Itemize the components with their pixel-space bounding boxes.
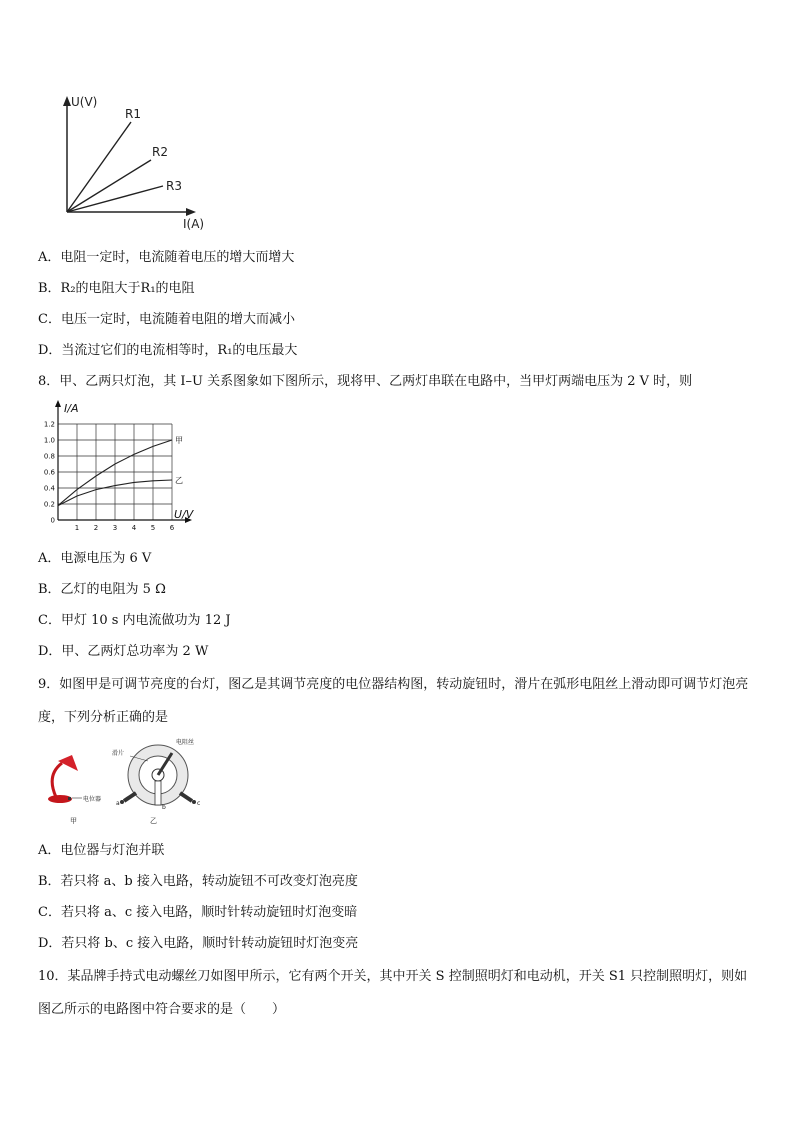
q8-option-c: C．甲灯 10 s 内电流做功为 12 J bbox=[38, 613, 231, 628]
r2-label: R2 bbox=[152, 145, 168, 159]
q7-option-b: B．R₂的电阻大于R₁的电阻 bbox=[38, 281, 195, 296]
y-tick-label: 0.4 bbox=[43, 484, 55, 493]
desk-lamp-icon bbox=[48, 755, 78, 803]
y-tick-label: 1.2 bbox=[43, 420, 55, 429]
x-tick-label: 6 bbox=[169, 524, 175, 532]
q9-stem: 9．如图甲是可调节亮度的台灯，图乙是其调节亮度的电位器结构图，转动旋钮时，滑片在弧形电阻丝上滑动即可调节灯泡亮度，下列分析正确的是 bbox=[38, 677, 749, 725]
fig-iu-chart bbox=[36, 400, 196, 540]
q8-option-b: B．乙灯的电阻为 5 Ω bbox=[38, 582, 166, 597]
x-tick-label: 1 bbox=[74, 524, 80, 532]
line-r2 bbox=[67, 160, 151, 212]
q8-option-a: A．电源电压为 6 V bbox=[38, 551, 152, 566]
x-axis-label: U/V bbox=[174, 508, 194, 521]
q7-option-a: A．电阻一定时，电流随着电压的增大而增大 bbox=[38, 250, 295, 265]
line-r3 bbox=[67, 186, 163, 212]
q10-stem: 10．某品牌手持式电动螺丝刀如图甲所示，它有两个开关，其中开关 S 控制照明灯和电动机，开关 S1 只控制照明灯，则如图乙所示的电路图中符合要求的是（ ） bbox=[38, 969, 748, 1017]
x-tick-label: 5 bbox=[150, 524, 156, 532]
terminal-b: b bbox=[162, 804, 166, 811]
x-tick-label: 3 bbox=[112, 524, 118, 532]
q7-option-d: D．当流过它们的电流相等时，R₁的电压最大 bbox=[38, 343, 298, 358]
x-tick-label: 2 bbox=[93, 524, 99, 532]
fig-lamp-potentiometer bbox=[38, 735, 218, 830]
x-axis-label: I(A) bbox=[183, 217, 205, 231]
slider-label: 滑片 bbox=[112, 750, 125, 757]
potentiometer-diagram bbox=[120, 745, 196, 805]
y-tick-label: 1.0 bbox=[43, 436, 55, 445]
y-tick-label: 0.6 bbox=[43, 468, 55, 477]
r1-label: R1 bbox=[125, 107, 141, 121]
fig-ui-graph bbox=[55, 92, 215, 232]
y-axis-arrow bbox=[55, 400, 61, 407]
x-tick-label: 4 bbox=[131, 524, 137, 532]
pot-caption: 乙 bbox=[150, 817, 157, 825]
terminal-a: a bbox=[116, 800, 120, 807]
q8-stem: 8．甲、乙两只灯泡，其 I–U 关系图象如下图所示，现将甲、乙两灯串联在电路中，当甲灯两端电压为 2 V 时，则 bbox=[38, 374, 693, 389]
y-tick-label: 0.8 bbox=[43, 452, 55, 461]
y-axis-label: U(V) bbox=[71, 95, 98, 109]
terminal-c: c bbox=[197, 800, 201, 807]
lamp-pot-label: 电位器 bbox=[83, 796, 102, 803]
q7-option-c: C．电压一定时，电流随着电阻的增大而减小 bbox=[38, 312, 295, 327]
y-tick-label: 0.2 bbox=[43, 500, 55, 509]
lamp-caption: 甲 bbox=[70, 817, 77, 825]
q9-option-b: B．若只将 a、b 接入电路，转动旋钮不可改变灯泡亮度 bbox=[38, 874, 358, 889]
series-label-jia: 甲 bbox=[175, 436, 183, 445]
y-tick-label: 0 bbox=[50, 516, 55, 525]
y-axis-label: I/A bbox=[64, 402, 79, 415]
line-r1 bbox=[67, 122, 131, 212]
q9-option-c: C．若只将 a、c 接入电路，顺时针转动旋钮时灯泡变暗 bbox=[38, 905, 358, 920]
q9-option-d: D．若只将 b、c 接入电路，顺时针转动旋钮时灯泡变亮 bbox=[38, 936, 359, 951]
q8-option-d: D．甲、乙两灯总功率为 2 W bbox=[38, 644, 209, 659]
wire-label: 电阻丝 bbox=[176, 739, 195, 746]
r3-label: R3 bbox=[166, 179, 182, 193]
q9-option-a: A．电位器与灯泡并联 bbox=[38, 843, 165, 858]
series-label-yi: 乙 bbox=[175, 476, 183, 485]
